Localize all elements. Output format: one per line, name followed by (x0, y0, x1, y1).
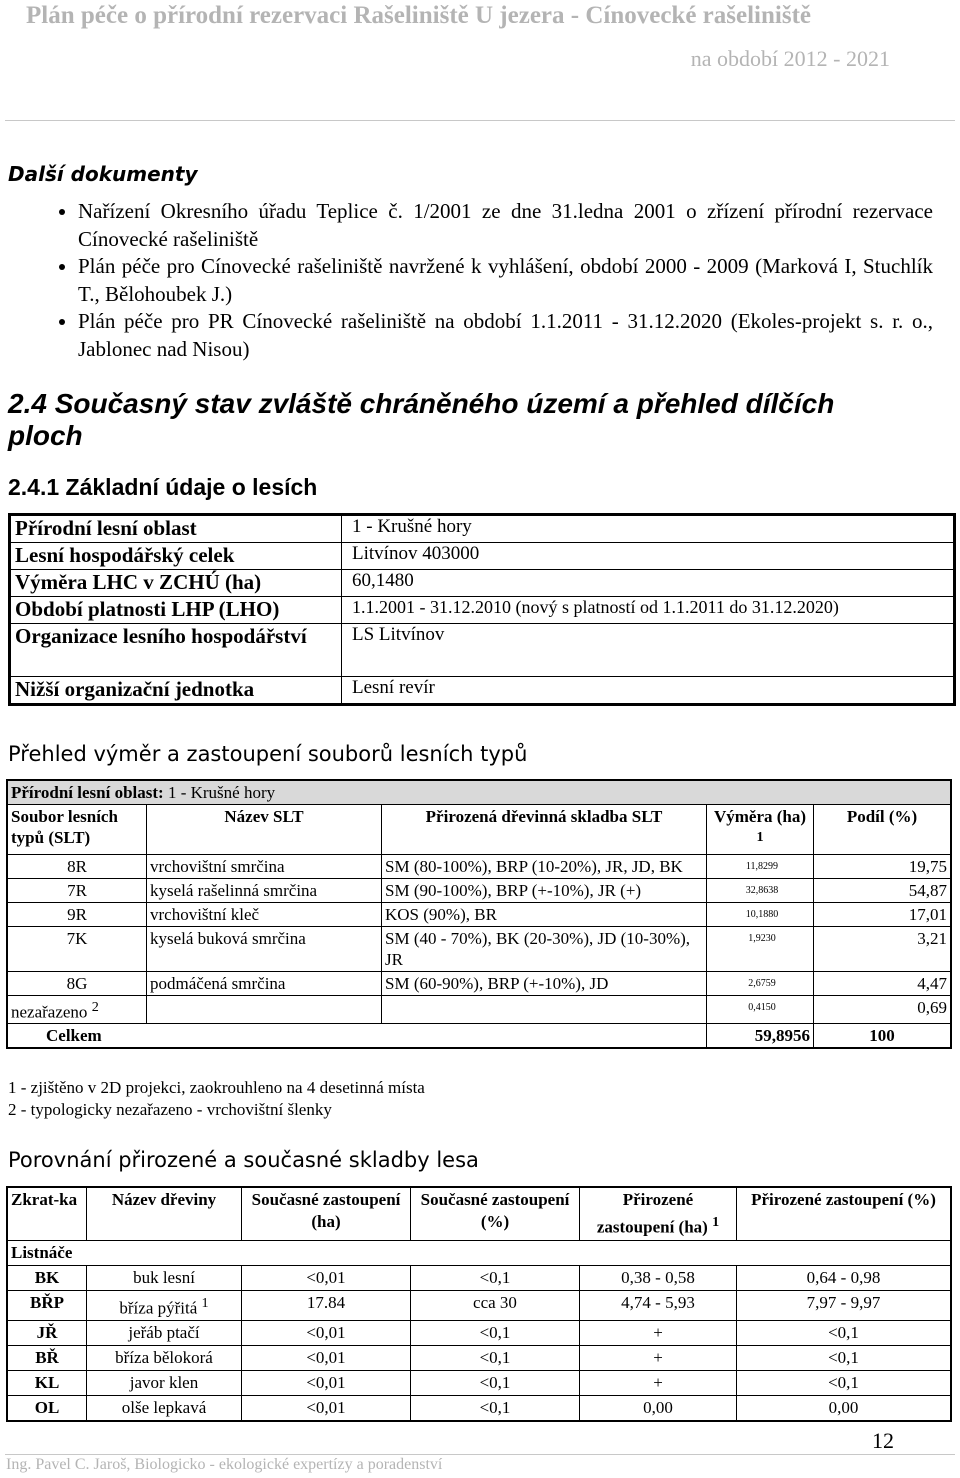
footer-divider (5, 1454, 955, 1455)
natural-ha-cell: 0,38 - 0,58 (580, 1265, 737, 1290)
list-item: • Plán péče pro PR Cínovecké rašeliniště na období 1.1.2011 - 31.12.2020 (Ekoles-projekt s. r. o., Jablonec nad Nisou) (78, 308, 933, 363)
abbr-cell: BK (7, 1265, 87, 1290)
row-value: LS Litvínov (342, 624, 955, 677)
composition-heading: Porovnání přirozené a současné skladby lesa (8, 1148, 479, 1172)
header-title: Plán péče o přírodní rezervaci Rašeliniště U jezera - Cínovecké rašeliniště (26, 2, 811, 29)
table-row (7, 995, 951, 1024)
row-value: 1.1.2001 - 31.12.2010 (nový s platností od 1.1.2011 do 31.12.2020) (342, 597, 955, 624)
current-ha-cell: <0,01 (242, 1396, 411, 1422)
row-label: Lesní hospodářský celek (10, 543, 342, 570)
natural-pct-cell: 7,97 - 9,97 (737, 1290, 952, 1321)
slt-cell (7, 995, 147, 1024)
row-label: Nižší organizační jednotka (10, 677, 342, 705)
column-header: Přirozená dřevinná skladba SLT (382, 805, 707, 855)
slt-name-cell: podmáčená smrčina (147, 971, 382, 995)
share-cell: 0,69 (814, 995, 952, 1024)
total-row (7, 1024, 951, 1049)
table-row (10, 597, 955, 624)
column-header: Přirozené zastoupení (%) (737, 1187, 952, 1240)
slt-name-cell: kyselá buková smrčina (147, 926, 382, 971)
row-value: Litvínov 403000 (342, 543, 955, 570)
row-label: Přírodní lesní oblast (10, 515, 342, 543)
column-header (707, 805, 814, 855)
section-2-4-1-heading: 2.4.1 Základní údaje o lesích (8, 474, 318, 500)
natural-pct-cell: <0,1 (737, 1321, 952, 1346)
slt-name-cell (147, 995, 382, 1024)
table-header-row (7, 805, 951, 855)
other-docs-list (42, 198, 933, 363)
current-pct-cell: <0,1 (411, 1371, 580, 1396)
natural-pct-cell: <0,1 (737, 1371, 952, 1396)
footnote-marker: 2 (91, 998, 99, 1015)
current-pct-cell: <0,1 (411, 1346, 580, 1371)
natural-pct-cell: <0,1 (737, 1346, 952, 1371)
current-pct-cell: <0,1 (411, 1396, 580, 1422)
total-area: 59,8956 (707, 1024, 814, 1049)
slt-cell: 7K (7, 926, 147, 971)
list-item: • Plán péče pro Cínovecké rašeliniště navržené k vyhlášení, období 2000 - 2009 (Marková I, Stuchlík T., Bělohoubek J.) (78, 253, 933, 308)
composition-table (6, 1186, 952, 1422)
total-share: 100 (814, 1024, 952, 1049)
share-cell: 19,75 (814, 854, 952, 878)
column-header: Současné zastoupení (ha) (242, 1187, 411, 1240)
natural-pct-cell: 0,64 - 0,98 (737, 1265, 952, 1290)
share-cell: 54,87 (814, 878, 952, 902)
table-header-row (7, 1187, 951, 1240)
table-row (10, 677, 955, 705)
area-cell (707, 878, 814, 902)
section-2-4-heading: 2.4 Současný stav zvláště chráněného území a přehled dílčích ploch (8, 388, 835, 451)
composition-cell (382, 995, 707, 1024)
row-label: Období platnosti LHP (LHO) (10, 597, 342, 624)
column-header: Soubor lesních typů (SLT) (7, 805, 147, 855)
table-row (7, 1396, 951, 1422)
current-ha-cell: <0,01 (242, 1321, 411, 1346)
forest-types-table (6, 779, 952, 1049)
area-cell (707, 995, 814, 1024)
column-header: Současné zastoupení (%) (411, 1187, 580, 1240)
footnote-marker: 1 (201, 1294, 209, 1311)
composition-cell: KOS (90%), BR (382, 902, 707, 926)
natural-ha-cell: + (580, 1321, 737, 1346)
header-period: na období 2012 - 2021 (690, 46, 890, 71)
area-value: 0,4150 (748, 1001, 776, 1013)
area-header-label: Výměra (ha) (713, 807, 807, 826)
natural-ha-cell: 0,00 (580, 1396, 737, 1422)
table-row (10, 515, 955, 543)
column-header (580, 1187, 737, 1240)
row-value: Lesní revír (342, 677, 955, 705)
table-row (7, 971, 951, 995)
header-divider (5, 120, 955, 121)
table-row (7, 902, 951, 926)
composition-cell: SM (90-100%), BRP (+-10%), JR (+) (382, 878, 707, 902)
current-pct-cell: cca 30 (411, 1290, 580, 1321)
area-value: 1,9230 (748, 932, 776, 944)
natural-ha-cell: + (580, 1371, 737, 1396)
region-label: Přírodní lesní oblast: (11, 783, 164, 802)
area-value: 11,8299 (745, 860, 779, 872)
slt-cell: 9R (7, 902, 147, 926)
slt-name-cell: kyselá rašelinná smrčina (147, 878, 382, 902)
page-number: 12 (872, 1428, 894, 1453)
area-cell (707, 854, 814, 878)
row-value: 1 - Krušné hory (342, 515, 955, 543)
column-header: Název dřeviny (87, 1187, 242, 1240)
species-cell: buk lesní (87, 1265, 242, 1290)
slt-name-cell: vrchovištní kleč (147, 902, 382, 926)
table-row (10, 570, 955, 597)
unclassified-label: nezařazeno (11, 1002, 88, 1022)
other-docs-heading: Další dokumenty (8, 162, 198, 186)
species-cell: jeřáb ptačí (87, 1321, 242, 1346)
forest-basic-data-table (8, 513, 956, 706)
table-row (7, 780, 951, 805)
share-cell: 4,47 (814, 971, 952, 995)
table-row (7, 854, 951, 878)
row-label: Organizace lesního hospodářství (10, 624, 342, 677)
composition-cell: SM (60-90%), BRP (+-10%), JD (382, 971, 707, 995)
footnote-1: 1 - zjištěno v 2D projekci, zaokrouhleno na 4 desetinná místa (8, 1078, 425, 1097)
abbr-cell: BŘP (7, 1290, 87, 1321)
species-cell (87, 1290, 242, 1321)
table-row (7, 878, 951, 902)
table-row (10, 624, 955, 677)
row-value: 60,1480 (342, 570, 955, 597)
footnote-marker: 1 (712, 1214, 720, 1230)
region-cell (7, 780, 951, 805)
group-label: Listnáče (7, 1240, 951, 1265)
species-cell: javor klen (87, 1371, 242, 1396)
forest-types-heading: Přehled výměr a zastoupení souborů lesních typů (8, 742, 528, 766)
species-name: bříza pýřitá (119, 1298, 198, 1318)
column-header: Zkrat-ka (7, 1187, 87, 1240)
footnote-marker: 1 (756, 829, 764, 845)
slt-cell: 8R (7, 854, 147, 878)
list-item: • Nařízení Okresního úřadu Teplice č. 1/2001 ze dne 31.ledna 2001 o zřízení přírodní rezervace Cínovecké rašeliniště (78, 198, 933, 253)
natural-ha-header-label: Přirozené zastoupení (ha) (596, 1190, 708, 1237)
table-row (7, 1346, 951, 1371)
current-pct-cell: <0,1 (411, 1321, 580, 1346)
current-pct-cell: <0,1 (411, 1265, 580, 1290)
area-value: 32,8638 (745, 884, 779, 896)
slt-cell: 8G (7, 971, 147, 995)
column-header: Podíl (%) (814, 805, 952, 855)
footer-author: Ing. Pavel C. Jaroš, Biologicko - ekologické expertízy a poradenství (6, 1456, 443, 1473)
composition-cell: SM (80-100%), BRP (10-20%), JR, JD, BK (382, 854, 707, 878)
natural-ha-cell: + (580, 1346, 737, 1371)
species-cell: olše lepkavá (87, 1396, 242, 1422)
current-ha-cell: <0,01 (242, 1371, 411, 1396)
abbr-cell: JŘ (7, 1321, 87, 1346)
share-cell: 17,01 (814, 902, 952, 926)
table-row (10, 543, 955, 570)
group-row (7, 1240, 951, 1265)
area-cell (707, 971, 814, 995)
table-row (7, 1265, 951, 1290)
share-cell: 3,21 (814, 926, 952, 971)
current-ha-cell: <0,01 (242, 1265, 411, 1290)
table-row (7, 1290, 951, 1321)
table-row (7, 926, 951, 971)
total-label: Celkem (7, 1024, 707, 1049)
region-value: 1 - Krušné hory (167, 783, 276, 802)
abbr-cell: BŘ (7, 1346, 87, 1371)
composition-cell: SM (40 - 70%), BK (20-30%), JD (10-30%), JR (382, 926, 707, 971)
abbr-cell: KL (7, 1371, 87, 1396)
natural-ha-cell: 4,74 - 5,93 (580, 1290, 737, 1321)
column-header: Název SLT (147, 805, 382, 855)
area-value: 10,1880 (745, 908, 779, 920)
table-row (7, 1321, 951, 1346)
footnote-2: 2 - typologicky nezařazeno - vrchovištní šlenky (8, 1100, 332, 1119)
current-ha-cell: 17.84 (242, 1290, 411, 1321)
slt-name-cell: vrchovištní smrčina (147, 854, 382, 878)
area-cell (707, 902, 814, 926)
natural-pct-cell: 0,00 (737, 1396, 952, 1422)
area-cell (707, 926, 814, 971)
abbr-cell: OL (7, 1396, 87, 1422)
current-ha-cell: <0,01 (242, 1346, 411, 1371)
table-row (7, 1371, 951, 1396)
row-label: Výměra LHC v ZCHÚ (ha) (10, 570, 342, 597)
area-value: 2,6759 (748, 977, 776, 989)
slt-cell: 7R (7, 878, 147, 902)
species-cell: bříza bělokorá (87, 1346, 242, 1371)
